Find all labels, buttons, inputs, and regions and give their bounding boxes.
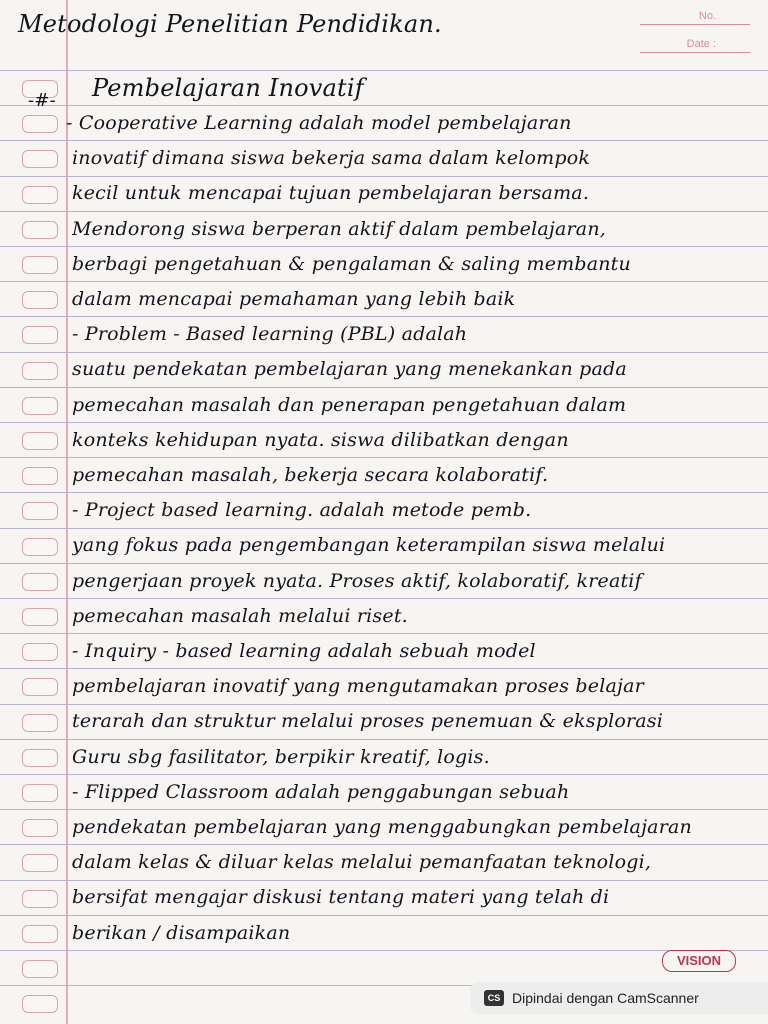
note-line: terarah dan struktur melalui proses penemuan & eksplorasi (72, 710, 664, 733)
rule-line (0, 176, 768, 177)
binder-hole (22, 256, 58, 274)
rule-line (0, 668, 768, 669)
note-line: yang fokus pada pengembangan keterampilan siswa melalui (72, 534, 666, 557)
binder-hole (22, 502, 58, 520)
rule-line (0, 739, 768, 740)
rule-line (0, 774, 768, 775)
section-heading: Pembelajaran Inovatif (92, 74, 364, 102)
rule-line (0, 563, 768, 564)
rule-line (0, 70, 768, 71)
binder-hole (22, 854, 58, 872)
rule-line (0, 633, 768, 634)
note-line: berikan / disampaikan (72, 921, 291, 944)
binder-hole (22, 573, 58, 591)
binder-hole (22, 925, 58, 943)
rule-line (0, 809, 768, 810)
note-line: Mendorong siswa berperan aktif dalam pembelajaran, (72, 217, 607, 240)
note-line: - Problem - Based learning (PBL) adalah (72, 323, 468, 346)
note-line: dalam mencapai pemahaman yang lebih baik (72, 288, 516, 310)
rule-line (0, 246, 768, 247)
binder-hole (22, 678, 58, 696)
rule-line (0, 387, 768, 388)
rule-line (0, 281, 768, 282)
rule-line (0, 352, 768, 353)
heading-marker: -#- (28, 90, 56, 111)
rule-line (0, 704, 768, 705)
note-line: pendekatan pembelajaran yang menggabungkan pembelajaran (72, 816, 692, 838)
vision-logo: VISION (662, 950, 736, 972)
rule-line (0, 457, 768, 458)
binder-hole (22, 960, 58, 978)
footer-text: Dipindai dengan CamScanner (512, 990, 699, 1006)
margin-line (66, 0, 68, 1024)
binder-hole (22, 150, 58, 168)
note-line: dalam kelas & diluar kelas melalui pemanfaatan teknologi, (72, 851, 652, 874)
rule-line (0, 598, 768, 599)
binder-hole (22, 784, 58, 802)
binder-hole (22, 749, 58, 767)
binder-hole (22, 362, 58, 380)
note-line: kecil untuk mencapai tujuan pembelajaran bersama. (72, 182, 590, 205)
binder-hole (22, 432, 58, 450)
binder-hole (22, 397, 58, 415)
binder-hole (22, 326, 58, 344)
rule-line (0, 528, 768, 529)
date-label: Date : (686, 38, 716, 50)
binder-hole (22, 538, 58, 556)
rule-line (0, 211, 768, 212)
note-line: berbagi pengetahuan & pengalaman & saling membantu (72, 252, 631, 275)
rule-line (0, 844, 768, 845)
note-line: - Flipped Classroom adalah penggabungan sebuah (72, 780, 570, 803)
binder-hole (22, 291, 58, 309)
binder-hole (22, 608, 58, 626)
page-title: Metodologi Penelitian Pendidikan. (18, 10, 442, 38)
note-line: suatu pendekatan pembelajaran yang menekankan pada (72, 358, 627, 381)
note-line: pembelajaran inovatif yang mengutamakan proses belajar (72, 675, 644, 698)
binder-hole (22, 714, 58, 732)
rule-line (0, 880, 768, 881)
note-line: - Inquiry - based learning adalah sebuah model (72, 640, 536, 662)
binder-hole (22, 221, 58, 239)
binder-hole (22, 186, 58, 204)
note-line: inovatif dimana siswa bekerja sama dalam kelompok (72, 147, 591, 170)
binder-hole (22, 643, 58, 661)
binder-hole (22, 890, 58, 908)
note-line: - Cooperative Learning adalah model pembelajaran (66, 112, 572, 134)
rule-line (0, 422, 768, 423)
no-label: No. (698, 10, 716, 22)
note-line: pemecahan masalah dan penerapan pengetahuan dalam (72, 393, 627, 416)
binder-hole (22, 115, 58, 133)
camscanner-icon: CS (484, 990, 504, 1006)
note-line: pemecahan masalah, bekerja secara kolaboratif. (72, 464, 549, 486)
rule-line (0, 492, 768, 493)
rule-line (0, 915, 768, 916)
binder-hole (22, 467, 58, 485)
no-line (640, 24, 750, 25)
note-line: - Project based learning. adalah metode pemb. (72, 499, 532, 522)
note-line: konteks kehidupan nyata. siswa dilibatkan dengan (72, 428, 569, 451)
note-line: bersifat mengajar diskusi tentang materi yang telah di (72, 886, 610, 909)
rule-line (0, 140, 768, 141)
camscanner-footer (470, 982, 768, 1014)
rule-line (0, 105, 768, 106)
note-line: Guru sbg fasilitator, berpikir kreatif, logis. (72, 745, 490, 768)
date-line (640, 52, 750, 53)
binder-hole (22, 995, 58, 1013)
note-line: pemecahan masalah melalui riset. (72, 604, 408, 627)
note-line: pengerjaan proyek nyata. Proses aktif, kolaboratif, kreatif (72, 569, 642, 592)
rule-line (0, 950, 768, 951)
rule-line (0, 316, 768, 317)
binder-hole (22, 819, 58, 837)
